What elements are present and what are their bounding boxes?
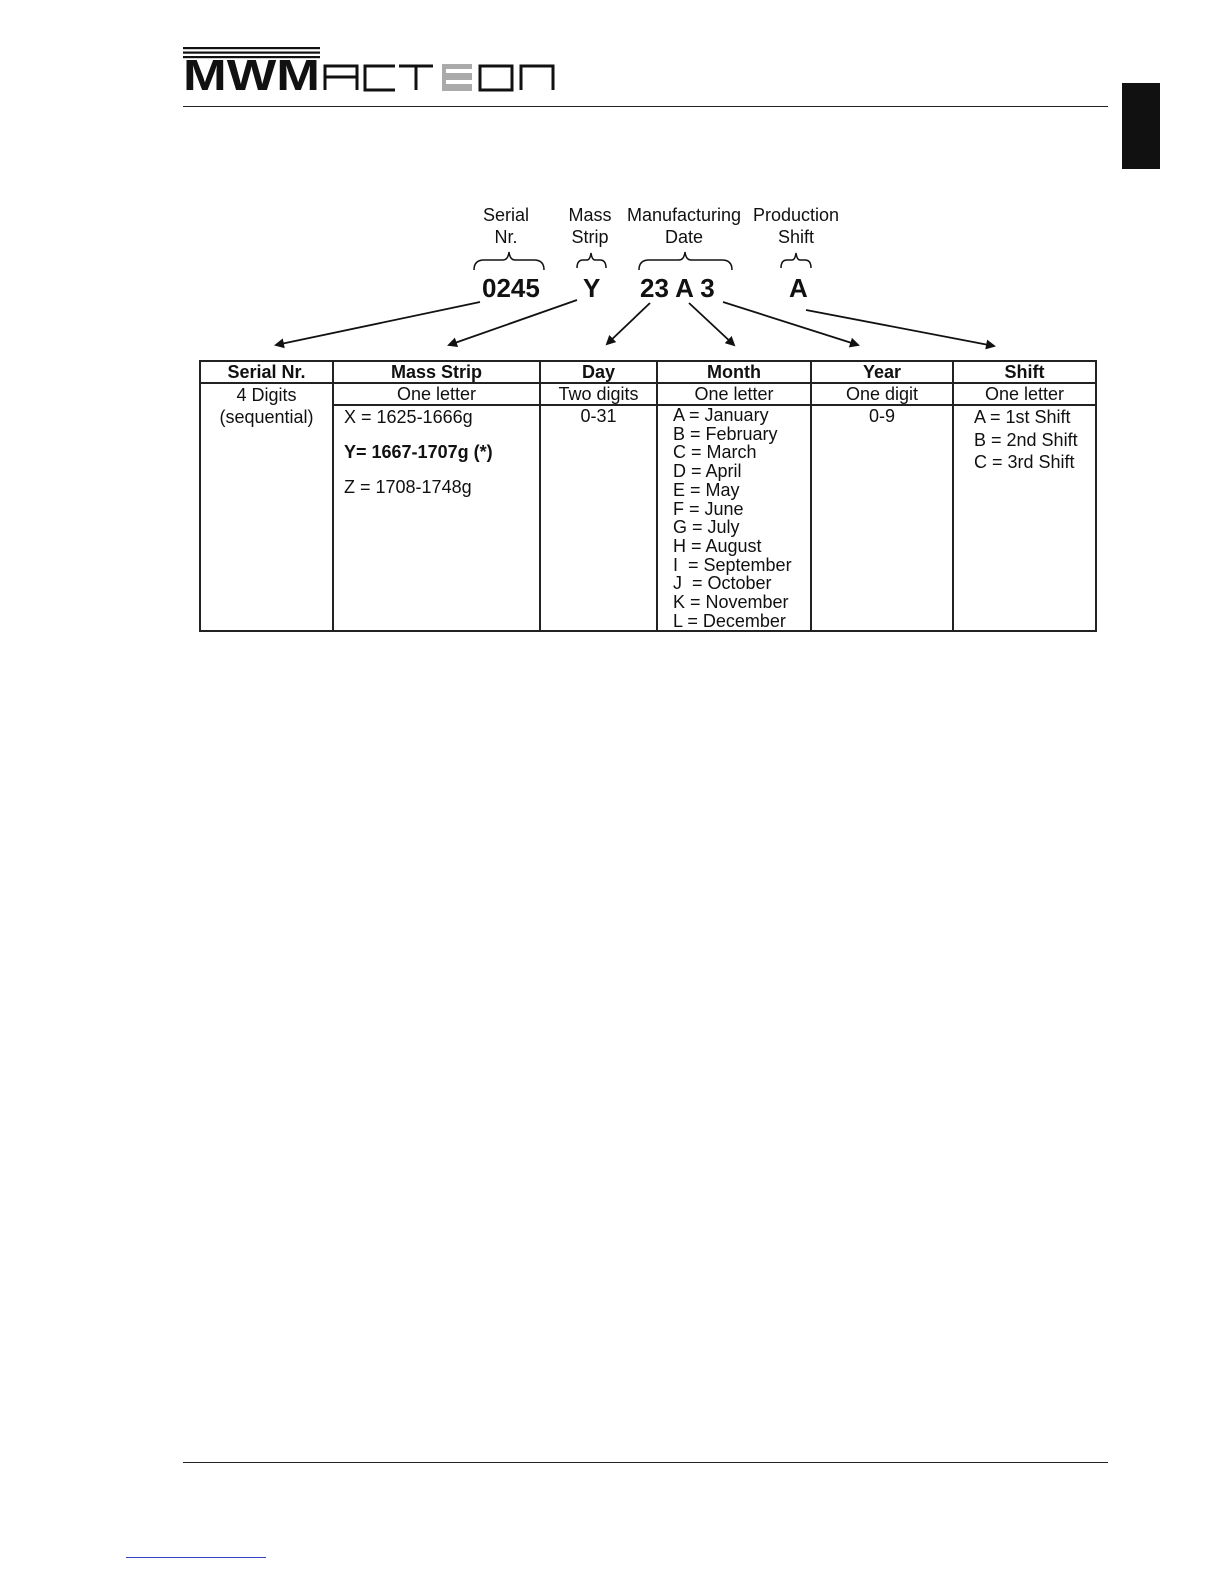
- arrow-shift: [806, 310, 994, 346]
- list-item: B = February: [673, 423, 778, 444]
- table-header-row: [200, 361, 1096, 383]
- table-values-row: [200, 405, 1096, 631]
- format-shift: One letter: [953, 383, 1096, 405]
- brace-mass: [577, 253, 606, 268]
- cell-day: [540, 405, 657, 631]
- table-format-row: [200, 383, 1096, 405]
- cell-serial: [200, 383, 333, 631]
- code-serial: 0245: [482, 273, 540, 303]
- code-mass: Y: [583, 273, 601, 303]
- year-range: 0-9: [868, 406, 895, 426]
- cell-month: [657, 405, 811, 631]
- list-item: I = September: [673, 554, 792, 575]
- header-month: Month: [657, 361, 811, 383]
- arrow-day: [607, 303, 650, 344]
- arrow-month: [689, 303, 734, 345]
- list-item: X = 1625-1666g: [344, 407, 473, 427]
- list-item: Z = 1708-1748g: [344, 477, 472, 497]
- list-item: A = 1st Shift: [974, 407, 1071, 427]
- brace-shift: [781, 253, 811, 268]
- footer-link-underline[interactable]: [126, 1557, 266, 1558]
- cell-shift: [953, 405, 1096, 631]
- arrow-mass: [449, 300, 577, 345]
- list-item: B = 2nd Shift: [974, 429, 1078, 450]
- header-shift: Shift: [953, 361, 1096, 383]
- cell-year: [811, 405, 953, 631]
- list-item: J = October: [673, 573, 772, 594]
- list-item: Y= 1667-1707g (*): [344, 442, 493, 462]
- serial-code-table: [199, 360, 1097, 632]
- svg-text:MWM: MWM: [183, 51, 320, 96]
- list-item: F = June: [673, 498, 744, 519]
- header-day: Day: [540, 361, 657, 383]
- format-day: Two digits: [540, 383, 657, 405]
- list-item: H = August: [673, 535, 762, 556]
- arrow-serial: [276, 302, 480, 345]
- format-month: One letter: [657, 383, 811, 405]
- header-year: Year: [811, 361, 953, 383]
- format-year: One digit: [811, 383, 953, 405]
- list-item: L = December: [673, 610, 786, 631]
- label-serial-nr: Serial Nr.: [482, 205, 530, 247]
- list-item: D = April: [673, 461, 742, 482]
- day-range: 0-31: [580, 406, 617, 426]
- list-item: G = July: [673, 517, 740, 538]
- list-item: K = November: [673, 592, 789, 613]
- serial-format: 4 Digits: [236, 385, 297, 405]
- list-item: C = 3rd Shift: [974, 452, 1075, 472]
- label-production-shift: Production Shift: [752, 205, 840, 247]
- arrow-year: [723, 302, 858, 345]
- list-item: E = May: [673, 479, 740, 500]
- serial-note: (sequential): [219, 407, 314, 427]
- cell-mass-strip: [333, 405, 540, 631]
- label-mass-strip: Mass Strip: [568, 205, 612, 247]
- header-serial: Serial Nr.: [200, 361, 333, 383]
- list-item: A = January: [673, 405, 769, 425]
- brace-date: [639, 252, 732, 270]
- list-item: C = March: [673, 442, 757, 463]
- header-mass-strip: Mass Strip: [333, 361, 540, 383]
- footer-rule: [183, 1462, 1108, 1463]
- code-shift: A: [789, 273, 808, 303]
- format-mass-strip: One letter: [333, 383, 540, 405]
- label-manufacturing-date: Manufacturing Date: [626, 205, 742, 247]
- code-date: 23 A 3: [640, 273, 715, 303]
- brace-serial: [474, 252, 544, 270]
